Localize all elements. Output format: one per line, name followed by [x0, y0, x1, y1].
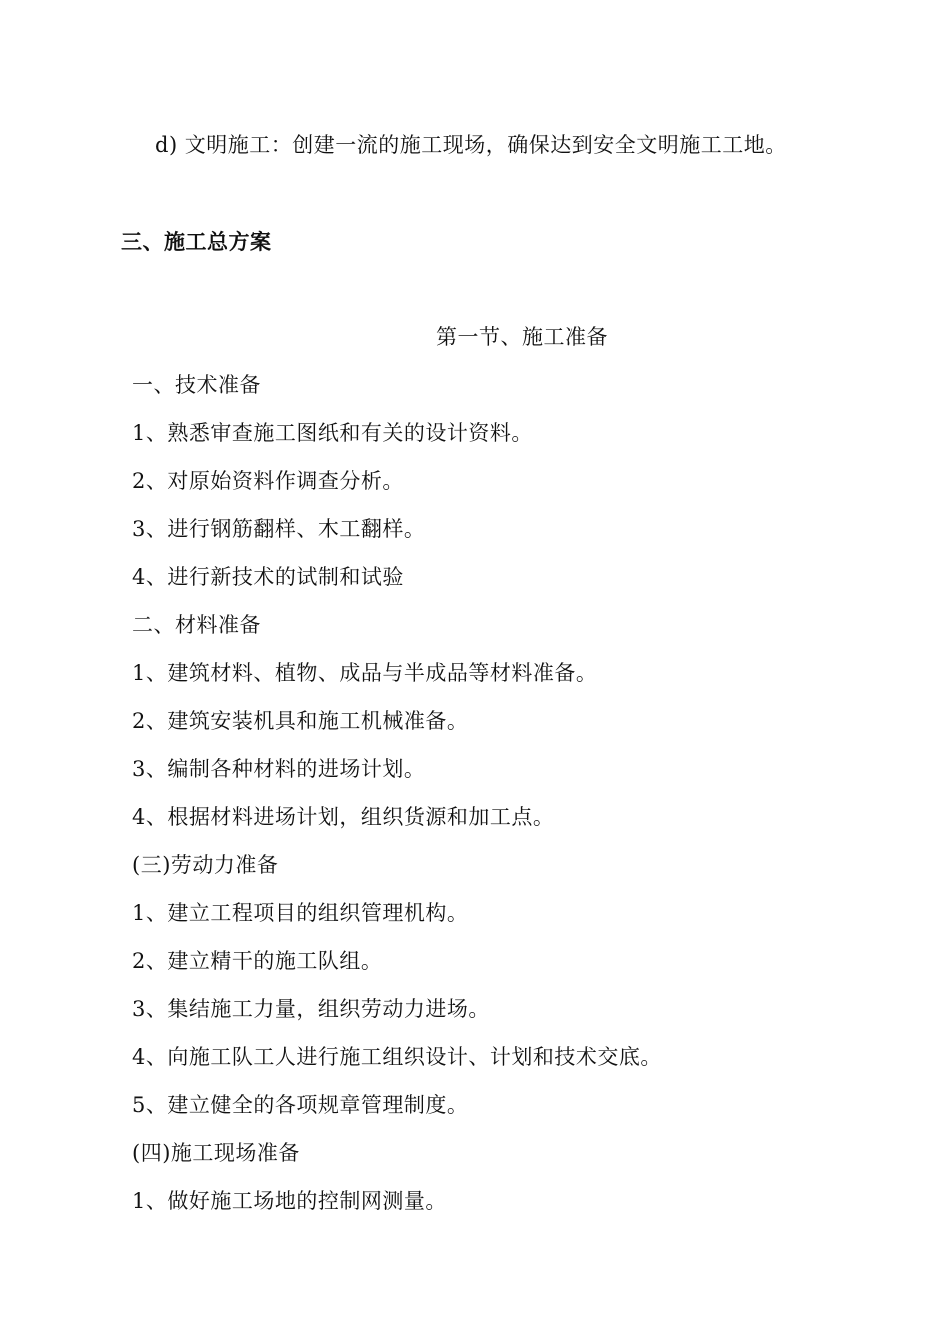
heading-technical-prep: 一、技术准备: [132, 373, 261, 397]
heading-site-prep: (四)施工现场准备: [132, 1141, 300, 1165]
list-item: 4、进行新技术的试制和试验: [132, 565, 404, 589]
list-item: 1、熟悉审查施工图纸和有关的设计资料。: [132, 421, 533, 445]
list-item: 5、建立健全的各项规章管理制度。: [132, 1093, 469, 1117]
list-item: 2、建立精干的施工队组。: [132, 949, 383, 973]
list-item: 3、编制各种材料的进场计划。: [132, 757, 426, 781]
list-item: 1、建筑材料、植物、成品与半成品等材料准备。: [132, 661, 598, 685]
heading-material-prep: 二、材料准备: [132, 613, 261, 637]
list-item: 2、建筑安装机具和施工机械准备。: [132, 709, 469, 733]
list-item: 4、向施工队工人进行施工组织设计、计划和技术交底。: [132, 1045, 662, 1069]
heading-labor-prep: (三)劳动力准备: [132, 853, 279, 877]
list-item: 2、对原始资料作调查分析。: [132, 469, 404, 493]
subsection-title: 第一节、施工准备: [436, 325, 608, 349]
list-item: 4、根据材料进场计划，组织货源和加工点。: [132, 805, 555, 829]
list-item: 1、建立工程项目的组织管理机构。: [132, 901, 469, 925]
section-heading: 三、施工总方案: [121, 230, 272, 254]
list-item: 1、做好施工场地的控制网测量。: [132, 1189, 447, 1213]
intro-line: d) 文明施工：创建一流的施工现场，确保达到安全文明施工工地。: [155, 133, 787, 157]
list-item: 3、进行钢筋翻样、木工翻样。: [132, 517, 426, 541]
list-item: 3、集结施工力量，组织劳动力进场。: [132, 997, 490, 1021]
